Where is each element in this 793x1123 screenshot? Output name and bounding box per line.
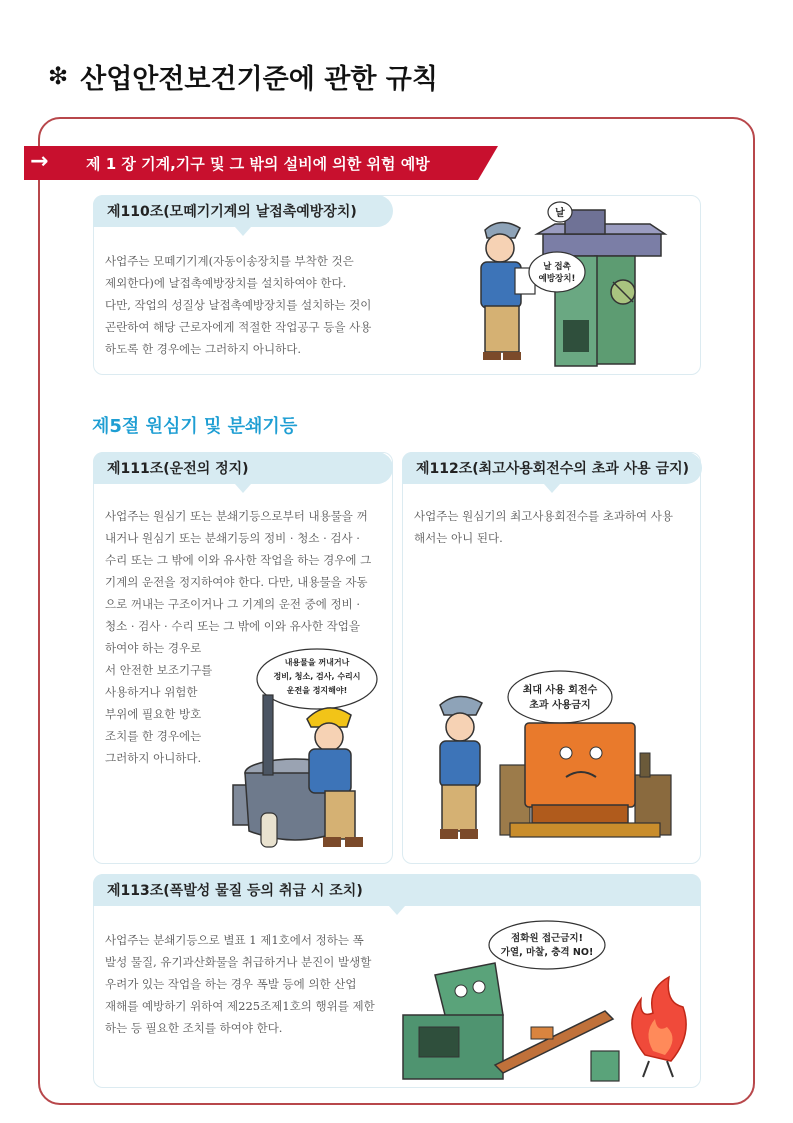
bubble-111-line-3: 운전을 정지해야! xyxy=(286,686,348,695)
article-110-body: 사업주는 모떼기기계(자동이송장치를 부착한 것은 제외한다)에 날접촉예방장치를 설치하여야 한다. 다만, 작업의 성질상 날접촉예방장치를 설치하는 것이 곤란하여 해당 근로자에게 적절한 작업공구 등을 사용 하도록 한 경우에는 그러하지 아니하다. xyxy=(105,254,372,356)
bubble-113-line-1: 점화원 접근금지! xyxy=(511,933,583,944)
asterisk-icon: ❇ xyxy=(48,62,69,90)
page-heading xyxy=(48,56,438,96)
chapter-banner xyxy=(24,146,498,180)
bubble-111-line-1: 내용물을 꺼내거나 xyxy=(284,658,350,667)
article-111-body: 사업주는 원심기 또는 분쇄기등으로부터 내용물을 꺼 내거나 원심기 또는 분쇄기등의 정비 · 청소 · 검사 · 수리 또는 그 밖에 이와 유사한 작업을 하는 경우에 그 기계의 운전을 정지하여야 한다. 다만, 내용물을 자동 으로 꺼내는 구조이거나 그 기계의 운전 중에 정비 · 청소 · 검사 · 수리 또는 그 밖에 이와 유사한 작업을 하여야 하는 경우로 서 안전한 보조기구를 사용하거나 위험한 부위에 필요한 방호 조치를 한 경우에는 그러하지 아니하다. xyxy=(105,509,372,765)
article-112-body: 사업주는 원심기의 최고사용회전수를 초과하여 사용 해서는 아니 된다. xyxy=(414,509,674,545)
article-113-title: 제113조(폭발성 물질 등의 취급 시 조치) xyxy=(93,874,701,906)
crusher-ignition-illustration xyxy=(395,915,695,1085)
bubble-110-small: 날 xyxy=(555,208,565,219)
bubble-113-line-2: 가열, 마찰, 충격 NO! xyxy=(500,947,594,958)
page-title: 산업안전보건기준에 관한 규칙 xyxy=(80,63,438,95)
bubble-111-line-2: 정비, 청소, 검사, 수리시 xyxy=(273,672,361,681)
bubble-110-line-2: 예방장치! xyxy=(538,274,576,284)
article-111-title: 제111조(운전의 정지) xyxy=(93,452,393,484)
section-title: 제5절 원심기 및 분쇄기등 xyxy=(92,416,298,437)
chapter-title: 제 1 장 기계,기구 및 그 밖의 설비에 의한 위험 예방 xyxy=(86,155,430,173)
bubble-112-line-1: 최대 사용 회전수 xyxy=(522,685,598,696)
article-113-body: 사업주는 분쇄기등으로 별표 1 제1호에서 정하는 폭 발성 물질, 유기과산화물을 취급하거나 분진이 발생할 우려가 있는 작업을 하는 경우 폭발 등에 의한 산업 재해를 예방하기 위하여 제225조제1호의 행위를 제한 하는 등 필요한 조치를 하여야 한다. xyxy=(105,933,375,1035)
bubble-110-line-1: 날 접촉 xyxy=(543,262,571,272)
chamfering-machine-illustration xyxy=(445,200,670,370)
bubble-112-line-2: 초과 사용금지 xyxy=(529,700,591,711)
centrifuge-worker-illustration xyxy=(225,635,385,857)
arrow-right-icon: → xyxy=(30,149,49,174)
article-112-title: 제112조(최고사용회전수의 초과 사용 금지) xyxy=(402,452,702,484)
article-110-title: 제110조(모떼기기계의 날접촉예방장치) xyxy=(93,195,393,227)
overspeed-machine-illustration xyxy=(430,665,680,850)
